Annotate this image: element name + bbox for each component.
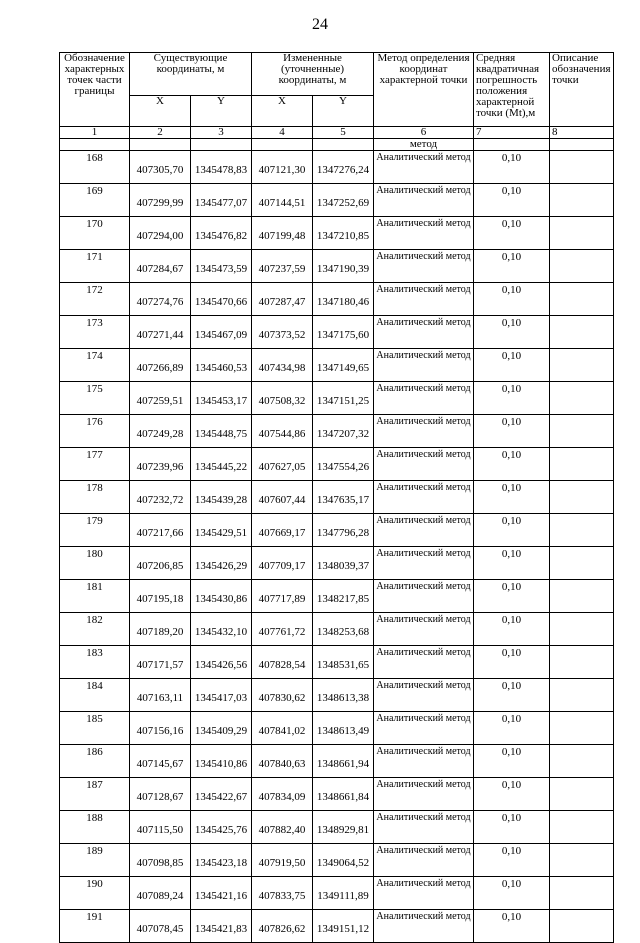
changed-x-cell: 407833,75 xyxy=(252,877,313,910)
header-changed: Измененные (уточненные) координаты, м xyxy=(252,53,374,96)
changed-x-cell: 407287,47 xyxy=(252,283,313,316)
changed-y-cell: 1349111,89 xyxy=(313,877,374,910)
point-cell: 179 xyxy=(60,514,130,547)
description-cell xyxy=(550,217,614,250)
changed-x-cell: 407830,62 xyxy=(252,679,313,712)
table-row xyxy=(60,316,614,349)
accuracy-cell: 0,10 xyxy=(474,283,550,316)
changed-y-cell: 1347210,85 xyxy=(313,217,374,250)
method-cell: Аналитический метод xyxy=(374,481,474,514)
existing-x-cell: 407128,67 xyxy=(130,778,191,811)
point-cell: 183 xyxy=(60,646,130,679)
method-cell: Аналитический метод xyxy=(374,250,474,283)
header-row xyxy=(60,53,614,96)
changed-x-cell: 407121,30 xyxy=(252,151,313,184)
header-existing: Существующие координаты, м xyxy=(130,53,252,96)
table-row xyxy=(60,448,614,481)
method-cell: Аналитический метод xyxy=(374,910,474,943)
col-number: 5 xyxy=(313,127,374,139)
accuracy-cell: 0,10 xyxy=(474,811,550,844)
table-row xyxy=(60,580,614,613)
changed-x-cell: 407761,72 xyxy=(252,613,313,646)
coordinates-table xyxy=(59,52,614,943)
accuracy-cell: 0,10 xyxy=(474,547,550,580)
point-cell: 177 xyxy=(60,448,130,481)
point-cell: 175 xyxy=(60,382,130,415)
point-cell: 172 xyxy=(60,283,130,316)
existing-y-cell: 1345423,18 xyxy=(191,844,252,877)
table-row xyxy=(60,250,614,283)
description-cell xyxy=(550,778,614,811)
table-row xyxy=(60,514,614,547)
continuation-method: метод xyxy=(374,139,474,151)
description-cell xyxy=(550,844,614,877)
existing-y-cell: 1345417,03 xyxy=(191,679,252,712)
existing-y-cell: 1345409,29 xyxy=(191,712,252,745)
accuracy-cell: 0,10 xyxy=(474,217,550,250)
table-row xyxy=(60,283,614,316)
accuracy-cell: 0,10 xyxy=(474,877,550,910)
description-cell xyxy=(550,712,614,745)
existing-y-cell: 1345421,83 xyxy=(191,910,252,943)
existing-x-cell: 407163,11 xyxy=(130,679,191,712)
changed-x-cell: 407607,44 xyxy=(252,481,313,514)
existing-y-cell: 1345430,86 xyxy=(191,580,252,613)
existing-y-cell: 1345426,29 xyxy=(191,547,252,580)
table-row xyxy=(60,547,614,580)
accuracy-cell: 0,10 xyxy=(474,712,550,745)
accuracy-cell: 0,10 xyxy=(474,250,550,283)
changed-y-cell: 1349151,12 xyxy=(313,910,374,943)
description-cell xyxy=(550,316,614,349)
header-existing-y: Y xyxy=(191,96,252,127)
col-number: 4 xyxy=(252,127,313,139)
description-cell xyxy=(550,184,614,217)
method-cell: Аналитический метод xyxy=(374,151,474,184)
existing-y-cell: 1345439,28 xyxy=(191,481,252,514)
table-row xyxy=(60,481,614,514)
description-cell xyxy=(550,283,614,316)
description-cell xyxy=(550,613,614,646)
header-accuracy: Средняя квадратичная погрешность положения характерной точки (Mt),м xyxy=(474,53,550,127)
table-row xyxy=(60,613,614,646)
existing-y-cell: 1345410,86 xyxy=(191,745,252,778)
point-cell: 188 xyxy=(60,811,130,844)
continuation-row xyxy=(60,139,614,151)
method-cell: Аналитический метод xyxy=(374,679,474,712)
changed-y-cell: 1347207,32 xyxy=(313,415,374,448)
point-cell: 189 xyxy=(60,844,130,877)
existing-y-cell: 1345432,10 xyxy=(191,613,252,646)
accuracy-cell: 0,10 xyxy=(474,514,550,547)
existing-x-cell: 407259,51 xyxy=(130,382,191,415)
existing-x-cell: 407239,96 xyxy=(130,448,191,481)
point-cell: 168 xyxy=(60,151,130,184)
method-cell: Аналитический метод xyxy=(374,382,474,415)
existing-y-cell: 1345470,66 xyxy=(191,283,252,316)
point-cell: 176 xyxy=(60,415,130,448)
method-cell: Аналитический метод xyxy=(374,184,474,217)
existing-x-cell: 407294,00 xyxy=(130,217,191,250)
accuracy-cell: 0,10 xyxy=(474,349,550,382)
accuracy-cell: 0,10 xyxy=(474,481,550,514)
existing-x-cell: 407156,16 xyxy=(130,712,191,745)
existing-y-cell: 1345467,09 xyxy=(191,316,252,349)
existing-x-cell: 407232,72 xyxy=(130,481,191,514)
table-row xyxy=(60,745,614,778)
existing-y-cell: 1345426,56 xyxy=(191,646,252,679)
table-row xyxy=(60,382,614,415)
existing-x-cell: 407115,50 xyxy=(130,811,191,844)
method-cell: Аналитический метод xyxy=(374,415,474,448)
changed-x-cell: 407237,59 xyxy=(252,250,313,283)
table-row xyxy=(60,910,614,943)
changed-y-cell: 1347554,26 xyxy=(313,448,374,481)
changed-y-cell: 1347635,17 xyxy=(313,481,374,514)
table-row xyxy=(60,151,614,184)
col-number: 1 xyxy=(60,127,130,139)
existing-y-cell: 1345448,75 xyxy=(191,415,252,448)
description-cell xyxy=(550,811,614,844)
changed-x-cell: 407840,63 xyxy=(252,745,313,778)
point-cell: 174 xyxy=(60,349,130,382)
accuracy-cell: 0,10 xyxy=(474,580,550,613)
point-cell: 191 xyxy=(60,910,130,943)
changed-x-cell: 407826,62 xyxy=(252,910,313,943)
changed-x-cell: 407544,86 xyxy=(252,415,313,448)
changed-x-cell: 407199,48 xyxy=(252,217,313,250)
table-row xyxy=(60,844,614,877)
point-cell: 187 xyxy=(60,778,130,811)
table-row xyxy=(60,415,614,448)
existing-x-cell: 407271,44 xyxy=(130,316,191,349)
existing-x-cell: 407078,45 xyxy=(130,910,191,943)
point-cell: 171 xyxy=(60,250,130,283)
accuracy-cell: 0,10 xyxy=(474,844,550,877)
method-cell: Аналитический метод xyxy=(374,283,474,316)
table-row xyxy=(60,712,614,745)
existing-x-cell: 407195,18 xyxy=(130,580,191,613)
accuracy-cell: 0,10 xyxy=(474,613,550,646)
method-cell: Аналитический метод xyxy=(374,613,474,646)
changed-y-cell: 1348661,94 xyxy=(313,745,374,778)
changed-y-cell: 1348531,65 xyxy=(313,646,374,679)
existing-x-cell: 407089,24 xyxy=(130,877,191,910)
description-cell xyxy=(550,646,614,679)
existing-x-cell: 407145,67 xyxy=(130,745,191,778)
point-cell: 173 xyxy=(60,316,130,349)
changed-y-cell: 1348253,68 xyxy=(313,613,374,646)
header-method: Метод определения координат характерной точки xyxy=(374,53,474,127)
changed-y-cell: 1348039,37 xyxy=(313,547,374,580)
existing-x-cell: 407217,66 xyxy=(130,514,191,547)
existing-y-cell: 1345476,82 xyxy=(191,217,252,250)
description-cell xyxy=(550,382,614,415)
existing-y-cell: 1345477,07 xyxy=(191,184,252,217)
description-cell xyxy=(550,349,614,382)
changed-y-cell: 1347180,46 xyxy=(313,283,374,316)
method-cell: Аналитический метод xyxy=(374,448,474,481)
point-cell: 186 xyxy=(60,745,130,778)
description-cell xyxy=(550,151,614,184)
changed-x-cell: 407434,98 xyxy=(252,349,313,382)
changed-y-cell: 1347151,25 xyxy=(313,382,374,415)
existing-y-cell: 1345429,51 xyxy=(191,514,252,547)
method-cell: Аналитический метод xyxy=(374,811,474,844)
existing-y-cell: 1345460,53 xyxy=(191,349,252,382)
description-cell xyxy=(550,580,614,613)
point-cell: 182 xyxy=(60,613,130,646)
existing-y-cell: 1345478,83 xyxy=(191,151,252,184)
existing-x-cell: 407299,99 xyxy=(130,184,191,217)
description-cell xyxy=(550,679,614,712)
changed-x-cell: 407882,40 xyxy=(252,811,313,844)
page-number: 24 xyxy=(312,16,328,33)
accuracy-cell: 0,10 xyxy=(474,646,550,679)
existing-x-cell: 407098,85 xyxy=(130,844,191,877)
accuracy-cell: 0,10 xyxy=(474,151,550,184)
changed-y-cell: 1347149,65 xyxy=(313,349,374,382)
existing-y-cell: 1345445,22 xyxy=(191,448,252,481)
header-description: Описание обозначения точки xyxy=(550,53,614,127)
changed-x-cell: 407144,51 xyxy=(252,184,313,217)
accuracy-cell: 0,10 xyxy=(474,184,550,217)
changed-y-cell: 1347276,24 xyxy=(313,151,374,184)
table-row xyxy=(60,349,614,382)
existing-y-cell: 1345421,16 xyxy=(191,877,252,910)
method-cell: Аналитический метод xyxy=(374,514,474,547)
changed-y-cell: 1348613,49 xyxy=(313,712,374,745)
point-cell: 185 xyxy=(60,712,130,745)
existing-x-cell: 407266,89 xyxy=(130,349,191,382)
description-cell xyxy=(550,250,614,283)
header-changed-y: Y xyxy=(313,96,374,127)
method-cell: Аналитический метод xyxy=(374,316,474,349)
table-row xyxy=(60,217,614,250)
changed-x-cell: 407828,54 xyxy=(252,646,313,679)
header-point: Обозначение характерных точек части границы xyxy=(60,53,130,127)
col-number: 6 xyxy=(374,127,474,139)
changed-x-cell: 407508,32 xyxy=(252,382,313,415)
col-number: 7 xyxy=(474,127,550,139)
description-cell xyxy=(550,745,614,778)
table-row xyxy=(60,184,614,217)
column-number-row xyxy=(60,127,614,139)
header-existing-x: X xyxy=(130,96,191,127)
method-cell: Аналитический метод xyxy=(374,712,474,745)
accuracy-cell: 0,10 xyxy=(474,415,550,448)
accuracy-cell: 0,10 xyxy=(474,778,550,811)
accuracy-cell: 0,10 xyxy=(474,382,550,415)
existing-y-cell: 1345422,67 xyxy=(191,778,252,811)
point-cell: 170 xyxy=(60,217,130,250)
existing-x-cell: 407305,70 xyxy=(130,151,191,184)
table-row xyxy=(60,811,614,844)
method-cell: Аналитический метод xyxy=(374,217,474,250)
changed-y-cell: 1347796,28 xyxy=(313,514,374,547)
changed-x-cell: 407841,02 xyxy=(252,712,313,745)
method-cell: Аналитический метод xyxy=(374,580,474,613)
method-cell: Аналитический метод xyxy=(374,877,474,910)
changed-y-cell: 1349064,52 xyxy=(313,844,374,877)
description-cell xyxy=(550,547,614,580)
changed-y-cell: 1347252,69 xyxy=(313,184,374,217)
description-cell xyxy=(550,910,614,943)
point-cell: 190 xyxy=(60,877,130,910)
changed-y-cell: 1348217,85 xyxy=(313,580,374,613)
method-cell: Аналитический метод xyxy=(374,646,474,679)
accuracy-cell: 0,10 xyxy=(474,448,550,481)
method-cell: Аналитический метод xyxy=(374,778,474,811)
changed-x-cell: 407373,52 xyxy=(252,316,313,349)
table-row xyxy=(60,679,614,712)
point-cell: 178 xyxy=(60,481,130,514)
method-cell: Аналитический метод xyxy=(374,844,474,877)
existing-x-cell: 407284,67 xyxy=(130,250,191,283)
existing-x-cell: 407171,57 xyxy=(130,646,191,679)
method-cell: Аналитический метод xyxy=(374,349,474,382)
point-cell: 180 xyxy=(60,547,130,580)
col-number: 3 xyxy=(191,127,252,139)
changed-y-cell: 1348613,38 xyxy=(313,679,374,712)
method-cell: Аналитический метод xyxy=(374,547,474,580)
description-cell xyxy=(550,448,614,481)
table-row xyxy=(60,778,614,811)
existing-x-cell: 407274,76 xyxy=(130,283,191,316)
changed-x-cell: 407669,17 xyxy=(252,514,313,547)
existing-x-cell: 407249,28 xyxy=(130,415,191,448)
accuracy-cell: 0,10 xyxy=(474,745,550,778)
method-cell: Аналитический метод xyxy=(374,745,474,778)
description-cell xyxy=(550,514,614,547)
changed-x-cell: 407627,05 xyxy=(252,448,313,481)
changed-y-cell: 1348661,84 xyxy=(313,778,374,811)
existing-y-cell: 1345473,59 xyxy=(191,250,252,283)
point-cell: 184 xyxy=(60,679,130,712)
accuracy-cell: 0,10 xyxy=(474,910,550,943)
existing-x-cell: 407189,20 xyxy=(130,613,191,646)
description-cell xyxy=(550,415,614,448)
changed-x-cell: 407834,09 xyxy=(252,778,313,811)
header-changed-x: X xyxy=(252,96,313,127)
existing-y-cell: 1345425,76 xyxy=(191,811,252,844)
changed-x-cell: 407919,50 xyxy=(252,844,313,877)
col-number: 8 xyxy=(550,127,614,139)
point-cell: 169 xyxy=(60,184,130,217)
point-cell: 181 xyxy=(60,580,130,613)
changed-x-cell: 407709,17 xyxy=(252,547,313,580)
changed-y-cell: 1347175,60 xyxy=(313,316,374,349)
existing-y-cell: 1345453,17 xyxy=(191,382,252,415)
changed-y-cell: 1347190,39 xyxy=(313,250,374,283)
table-row xyxy=(60,646,614,679)
accuracy-cell: 0,10 xyxy=(474,316,550,349)
changed-x-cell: 407717,89 xyxy=(252,580,313,613)
col-number: 2 xyxy=(130,127,191,139)
changed-y-cell: 1348929,81 xyxy=(313,811,374,844)
existing-x-cell: 407206,85 xyxy=(130,547,191,580)
description-cell xyxy=(550,481,614,514)
accuracy-cell: 0,10 xyxy=(474,679,550,712)
